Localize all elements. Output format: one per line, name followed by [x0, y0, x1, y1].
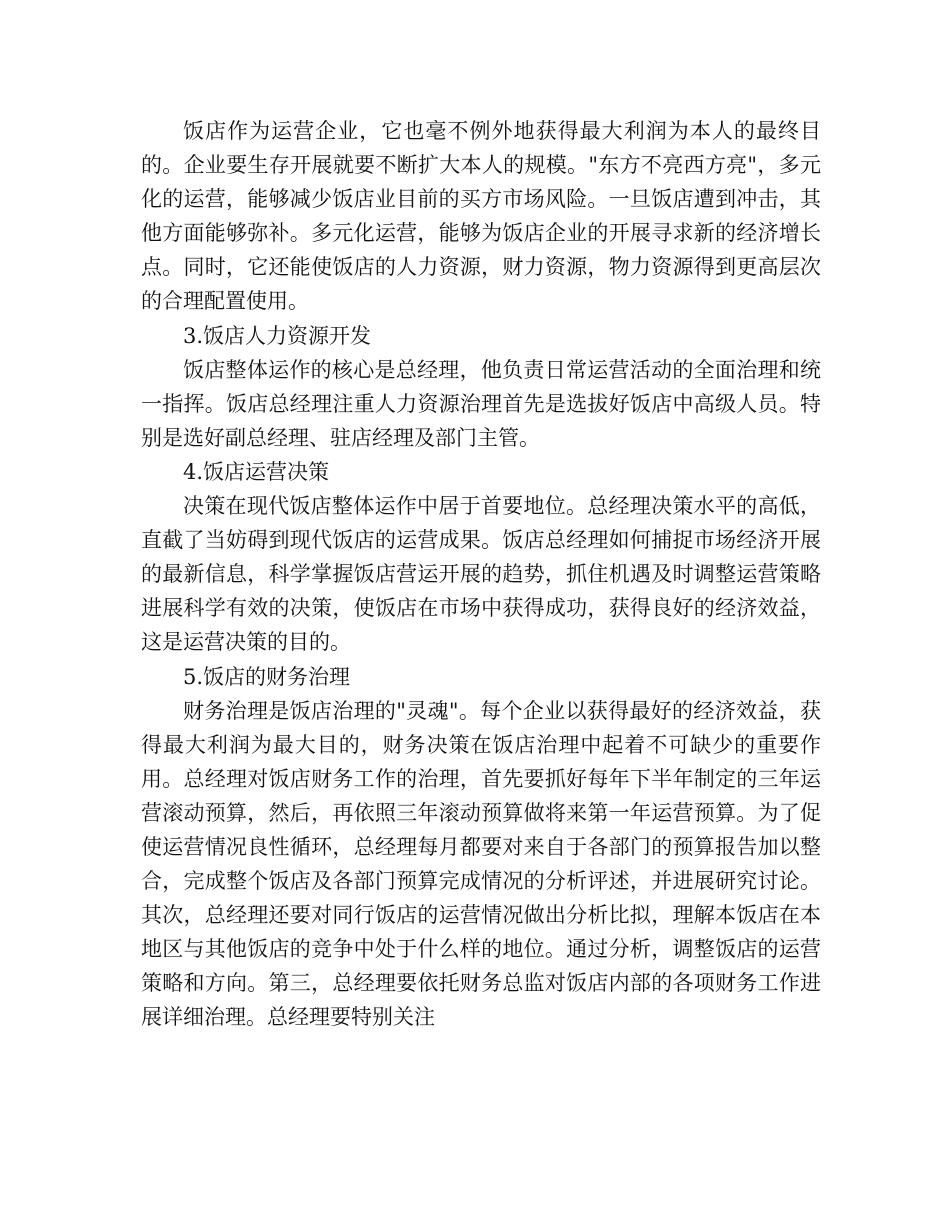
section-heading-human-resources: 3.饭店人力资源开发 — [183, 323, 372, 348]
paragraph-diversification: 饭店作为运营企业，它也毫不例外地获得最大利润为本人的最终目的。企业要生存开展就要不断扩大本人的规模。"东方不亮西方亮"，多元化的运营，能够减少饭店业目前的买方市场风险。一旦饭店遭到冲击，其他方面能够弥补。多元化运营，能够为饭店企业的开展寻求新的经济增长点。同时，它还能使饭店的人力资源，财力资源，物力资源得到更高层次的合理配置使用。 — [141, 119, 821, 314]
document-body — [141, 114, 821, 1035]
paragraph-financial-management: 财务治理是饭店治理的"灵魂"。每个企业以获得最好的经济效益，获得最大利润为最大目的，财务决策在饭店治理中起着不可缺少的重要作用。总经理对饭店财务工作的治理，首先要抓好每年下半年制定的三年运营滚动预算，然后，再依照三年滚动预算做将来第一年运营预算。为了促使运营情况良性循环，总经理每月都要对来自于各部门的预算报告加以整合，完成整个饭店及各部门预算完成情况的分析评述，并进展研究讨论。其次，总经理还要对同行饭店的运营情况做出分析比拟，理解本饭店在本地区与其他饭店的竞争中处于什么样的地位。通过分析，调整饭店的运营策略和方向。第三，总经理要依托财务总监对饭店内部的各项财务工作进展详细治理。总经理要特别关注 — [141, 698, 821, 1030]
section-heading-decision-making: 4.饭店运营决策 — [183, 459, 330, 484]
section-heading-financial-management: 5.饭店的财务治理 — [183, 664, 351, 689]
paragraph-human-resources: 饭店整体运作的核心是总经理，他负责日常运营活动的全面治理和统一指挥。饭店总经理注重人力资源治理首先是选拔好饭店中高级人员。特别是选好副总经理、驻店经理及部门主管。 — [141, 357, 821, 450]
paragraph-decision-making: 决策在现代饭店整体运作中居于首要地位。总经理决策水平的高低，直截了当妨碍到现代饭店的运营成果。饭店总经理如何捕捉市场经济开展的最新信息，科学掌握饭店营运开展的趋势，抓住机遇及时调整运营策略进展科学有效的决策，使饭店在市场中获得成功，获得良好的经济效益，这是运营决策的目的。 — [141, 494, 821, 655]
